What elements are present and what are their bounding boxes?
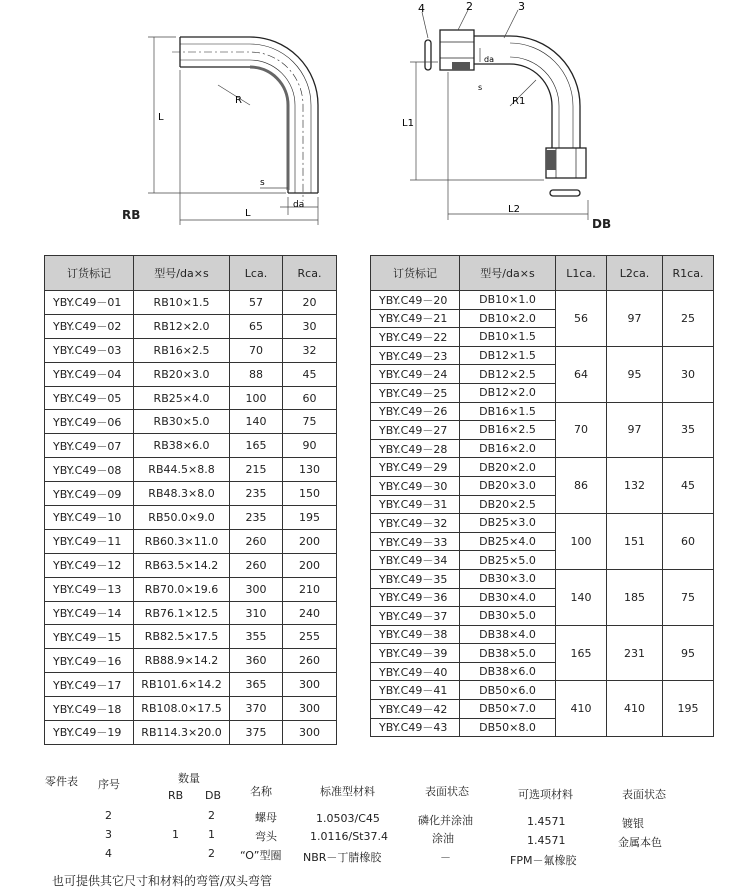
order-code-cell: YBY.C49－12 (45, 553, 134, 577)
order-code-cell: YBY.C49－42 (371, 700, 460, 719)
rb-col-order: 订货标记 (45, 256, 134, 291)
l2-cell: 95 (607, 346, 663, 402)
order-code-cell: YBY.C49－32 (371, 514, 460, 533)
order-code-cell: YBY.C49－10 (45, 506, 134, 530)
r-cell: 300 (283, 673, 337, 697)
order-code-cell: YBY.C49－30 (371, 476, 460, 495)
rb-dim-da: da (293, 200, 305, 210)
parts-row-seq: 4 (105, 847, 112, 860)
r-cell: 90 (283, 434, 337, 458)
model-cell: RB44.5×8.8 (134, 458, 230, 482)
order-code-cell: YBY.C49－29 (371, 458, 460, 477)
table-row (45, 386, 337, 410)
model-cell: DB12×2.5 (460, 365, 556, 384)
parts-row-surface: 涂油 (432, 832, 454, 845)
rb-bend-drawing (110, 25, 340, 235)
table-row (45, 577, 337, 601)
order-code-cell: YBY.C49－23 (371, 346, 460, 365)
model-cell: DB50×6.0 (460, 681, 556, 700)
l-cell: 140 (230, 410, 283, 434)
r1-cell: 95 (663, 625, 714, 681)
order-code-cell: YBY.C49－43 (371, 718, 460, 737)
order-code-cell: YBY.C49－01 (45, 291, 134, 315)
l-cell: 375 (230, 721, 283, 745)
table-row (45, 553, 337, 577)
table-row (45, 434, 337, 458)
model-cell: DB16×2.5 (460, 421, 556, 440)
order-code-cell: YBY.C49－15 (45, 625, 134, 649)
table-row (45, 338, 337, 362)
r-cell: 195 (283, 506, 337, 530)
r-cell: 20 (283, 291, 337, 315)
order-code-cell: YBY.C49－36 (371, 588, 460, 607)
table-row (371, 681, 714, 700)
parts-row-surface: 磷化并涂油 (418, 814, 473, 827)
table-row (45, 314, 337, 338)
model-cell: DB30×4.0 (460, 588, 556, 607)
parts-title: 零件表 (45, 775, 78, 788)
parts-row-alt-material: FPM－氟橡胶 (510, 854, 577, 867)
r-cell: 130 (283, 458, 337, 482)
model-cell: DB12×1.5 (460, 346, 556, 365)
db-col-model: 型号/da×s (460, 256, 556, 291)
l-cell: 215 (230, 458, 283, 482)
parts-header-alt-surface: 表面状态 (622, 788, 666, 801)
l-cell: 310 (230, 601, 283, 625)
order-code-cell: YBY.C49－39 (371, 644, 460, 663)
order-code-cell: YBY.C49－14 (45, 601, 134, 625)
table-row (45, 506, 337, 530)
table-row (45, 721, 337, 745)
rb-label: RB (122, 208, 141, 222)
footer-note: 也可提供其它尺寸和材料的弯管/双头弯管 (52, 874, 273, 888)
order-code-cell: YBY.C49－09 (45, 482, 134, 506)
rb-spec-table (44, 255, 337, 745)
table-row (45, 673, 337, 697)
l-cell: 165 (230, 434, 283, 458)
l-cell: 260 (230, 529, 283, 553)
table-row (45, 291, 337, 315)
table-row (45, 649, 337, 673)
r-cell: 240 (283, 601, 337, 625)
model-cell: DB10×1.0 (460, 291, 556, 310)
model-cell: DB50×7.0 (460, 700, 556, 719)
r-cell: 45 (283, 362, 337, 386)
model-cell: DB20×2.0 (460, 458, 556, 477)
rb-dim-l-vertical: L (158, 112, 164, 123)
order-code-cell: YBY.C49－07 (45, 434, 134, 458)
parts-row-rb: 1 (172, 828, 179, 841)
model-cell: DB38×5.0 (460, 644, 556, 663)
l2-cell: 151 (607, 514, 663, 570)
db-col-l1: L1ca. (556, 256, 607, 291)
model-cell: RB108.0×17.5 (134, 697, 230, 721)
model-cell: RB48.3×8.0 (134, 482, 230, 506)
order-code-cell: YBY.C49－04 (45, 362, 134, 386)
order-code-cell: YBY.C49－33 (371, 532, 460, 551)
parts-row-seq: 2 (105, 809, 112, 822)
db-dim-l2: L2 (508, 204, 520, 215)
l1-cell: 86 (556, 458, 607, 514)
l-cell: 100 (230, 386, 283, 410)
order-code-cell: YBY.C49－40 (371, 662, 460, 681)
table-row (371, 346, 714, 365)
db-dim-da: da (484, 55, 494, 64)
order-code-cell: YBY.C49－41 (371, 681, 460, 700)
order-code-cell: YBY.C49－35 (371, 569, 460, 588)
db-dim-s: s (478, 83, 483, 92)
parts-header-surface: 表面状态 (425, 785, 469, 798)
r1-cell: 30 (663, 346, 714, 402)
order-code-cell: YBY.C49－18 (45, 697, 134, 721)
l1-cell: 165 (556, 625, 607, 681)
parts-row-alt-material: 1.4571 (527, 834, 566, 847)
db-col-l2: L2ca. (607, 256, 663, 291)
model-cell: DB20×3.0 (460, 476, 556, 495)
db-spec-table (370, 255, 714, 737)
db-callout-2: 2 (466, 0, 473, 13)
db-col-r1: R1ca. (663, 256, 714, 291)
parts-row-name: “O”型圈 (240, 849, 282, 862)
table-row (371, 514, 714, 533)
l-cell: 235 (230, 482, 283, 506)
table-row (371, 291, 714, 310)
model-cell: DB25×3.0 (460, 514, 556, 533)
order-code-cell: YBY.C49－21 (371, 309, 460, 328)
model-cell: RB82.5×17.5 (134, 625, 230, 649)
parts-header-rb: RB (168, 789, 184, 802)
order-code-cell: YBY.C49－03 (45, 338, 134, 362)
rb-col-model: 型号/da×s (134, 256, 230, 291)
db-bend-drawing (400, 0, 600, 230)
parts-row-material: 1.0503/C45 (316, 812, 380, 825)
r-cell: 150 (283, 482, 337, 506)
l-cell: 355 (230, 625, 283, 649)
l2-cell: 410 (607, 681, 663, 737)
l2-cell: 97 (607, 291, 663, 347)
parts-header-alt-material: 可选项材料 (518, 788, 573, 801)
db-table-header (371, 256, 714, 291)
model-cell: DB38×4.0 (460, 625, 556, 644)
order-code-cell: YBY.C49－16 (45, 649, 134, 673)
table-row (371, 458, 714, 477)
l-cell: 300 (230, 577, 283, 601)
model-cell: DB30×3.0 (460, 569, 556, 588)
order-code-cell: YBY.C49－24 (371, 365, 460, 384)
model-cell: RB63.5×14.2 (134, 553, 230, 577)
l2-cell: 132 (607, 458, 663, 514)
parts-row-alt-surface: 镀银 (622, 817, 644, 830)
parts-header-name: 名称 (250, 785, 272, 798)
parts-row-db: 2 (208, 809, 215, 822)
order-code-cell: YBY.C49－25 (371, 383, 460, 402)
r1-cell: 195 (663, 681, 714, 737)
parts-header-db: DB (205, 789, 222, 802)
model-cell: RB10×1.5 (134, 291, 230, 315)
parts-row-db: 1 (208, 828, 215, 841)
order-code-cell: YBY.C49－34 (371, 551, 460, 570)
l1-cell: 56 (556, 291, 607, 347)
l1-cell: 64 (556, 346, 607, 402)
table-row (371, 569, 714, 588)
l-cell: 70 (230, 338, 283, 362)
table-row (371, 402, 714, 421)
parts-header-qty: 数量 (178, 772, 200, 785)
order-code-cell: YBY.C49－20 (371, 291, 460, 310)
table-row (45, 458, 337, 482)
model-cell: RB12×2.0 (134, 314, 230, 338)
table-row (45, 601, 337, 625)
table-row (45, 529, 337, 553)
l1-cell: 140 (556, 569, 607, 625)
l-cell: 360 (230, 649, 283, 673)
parts-row-seq: 3 (105, 828, 112, 841)
parts-row-material: 1.0116/St37.4 (310, 830, 388, 843)
db-col-order: 订货标记 (371, 256, 460, 291)
model-cell: DB16×1.5 (460, 402, 556, 421)
order-code-cell: YBY.C49－08 (45, 458, 134, 482)
parts-row-alt-surface: 金属本色 (618, 836, 662, 849)
model-cell: DB25×4.0 (460, 532, 556, 551)
l2-cell: 97 (607, 402, 663, 458)
model-cell: DB25×5.0 (460, 551, 556, 570)
model-cell: RB114.3×20.0 (134, 721, 230, 745)
parts-header-seq: 序号 (98, 778, 120, 791)
r1-cell: 35 (663, 402, 714, 458)
order-code-cell: YBY.C49－27 (371, 421, 460, 440)
r1-cell: 25 (663, 291, 714, 347)
model-cell: DB16×2.0 (460, 439, 556, 458)
table-row (45, 625, 337, 649)
db-callout-3: 3 (518, 0, 525, 13)
r-cell: 200 (283, 529, 337, 553)
model-cell: DB10×2.0 (460, 309, 556, 328)
l-cell: 65 (230, 314, 283, 338)
parts-row-alt-material: 1.4571 (527, 815, 566, 828)
l-cell: 365 (230, 673, 283, 697)
table-row (45, 697, 337, 721)
r-cell: 30 (283, 314, 337, 338)
db-callout-4: 4 (418, 2, 425, 15)
order-code-cell: YBY.C49－13 (45, 577, 134, 601)
r1-cell: 45 (663, 458, 714, 514)
table-row (45, 410, 337, 434)
r-cell: 75 (283, 410, 337, 434)
model-cell: DB12×2.0 (460, 383, 556, 402)
r-cell: 32 (283, 338, 337, 362)
rb-table-header (45, 256, 337, 291)
order-code-cell: YBY.C49－05 (45, 386, 134, 410)
l-cell: 260 (230, 553, 283, 577)
db-dim-l1: L1 (402, 118, 414, 129)
model-cell: RB20×3.0 (134, 362, 230, 386)
l2-cell: 185 (607, 569, 663, 625)
model-cell: DB50×8.0 (460, 718, 556, 737)
parts-row-db: 2 (208, 847, 215, 860)
model-cell: DB20×2.5 (460, 495, 556, 514)
model-cell: RB101.6×14.2 (134, 673, 230, 697)
l1-cell: 70 (556, 402, 607, 458)
table-row (45, 482, 337, 506)
db-label: DB (592, 217, 612, 231)
r-cell: 255 (283, 625, 337, 649)
r-cell: 210 (283, 577, 337, 601)
table-row (45, 362, 337, 386)
order-code-cell: YBY.C49－37 (371, 607, 460, 626)
l1-cell: 410 (556, 681, 607, 737)
l1-cell: 100 (556, 514, 607, 570)
order-code-cell: YBY.C49－17 (45, 673, 134, 697)
model-cell: RB38×6.0 (134, 434, 230, 458)
model-cell: DB10×1.5 (460, 328, 556, 347)
order-code-cell: YBY.C49－06 (45, 410, 134, 434)
model-cell: RB50.0×9.0 (134, 506, 230, 530)
order-code-cell: YBY.C49－11 (45, 529, 134, 553)
model-cell: RB76.1×12.5 (134, 601, 230, 625)
model-cell: DB30×5.0 (460, 607, 556, 626)
rb-col-l: Lca. (230, 256, 283, 291)
r-cell: 300 (283, 721, 337, 745)
model-cell: RB70.0×19.6 (134, 577, 230, 601)
order-code-cell: YBY.C49－22 (371, 328, 460, 347)
order-code-cell: YBY.C49－26 (371, 402, 460, 421)
l-cell: 370 (230, 697, 283, 721)
table-row (371, 625, 714, 644)
l-cell: 235 (230, 506, 283, 530)
order-code-cell: YBY.C49－28 (371, 439, 460, 458)
parts-row-name: 弯头 (255, 830, 277, 843)
model-cell: RB25×4.0 (134, 386, 230, 410)
model-cell: RB16×2.5 (134, 338, 230, 362)
rb-dim-r: R (235, 95, 242, 106)
model-cell: RB88.9×14.2 (134, 649, 230, 673)
order-code-cell: YBY.C49－02 (45, 314, 134, 338)
r-cell: 300 (283, 697, 337, 721)
order-code-cell: YBY.C49－19 (45, 721, 134, 745)
r1-cell: 75 (663, 569, 714, 625)
r-cell: 260 (283, 649, 337, 673)
rb-dim-l-horizontal: L (245, 208, 251, 219)
rb-col-r: Rca. (283, 256, 337, 291)
model-cell: RB60.3×11.0 (134, 529, 230, 553)
model-cell: DB38×6.0 (460, 662, 556, 681)
l2-cell: 231 (607, 625, 663, 681)
order-code-cell: YBY.C49－38 (371, 625, 460, 644)
parts-row-material: NBR－丁腈橡胶 (303, 851, 382, 864)
l-cell: 57 (230, 291, 283, 315)
order-code-cell: YBY.C49－31 (371, 495, 460, 514)
l-cell: 88 (230, 362, 283, 386)
db-dim-r1: R1 (512, 96, 526, 107)
parts-header-material: 标准型材料 (320, 785, 375, 798)
r-cell: 200 (283, 553, 337, 577)
r-cell: 60 (283, 386, 337, 410)
rb-dim-s: s (260, 178, 265, 188)
r1-cell: 60 (663, 514, 714, 570)
model-cell: RB30×5.0 (134, 410, 230, 434)
parts-row-name: 螺母 (255, 811, 277, 824)
parts-row-surface: － (440, 851, 451, 864)
